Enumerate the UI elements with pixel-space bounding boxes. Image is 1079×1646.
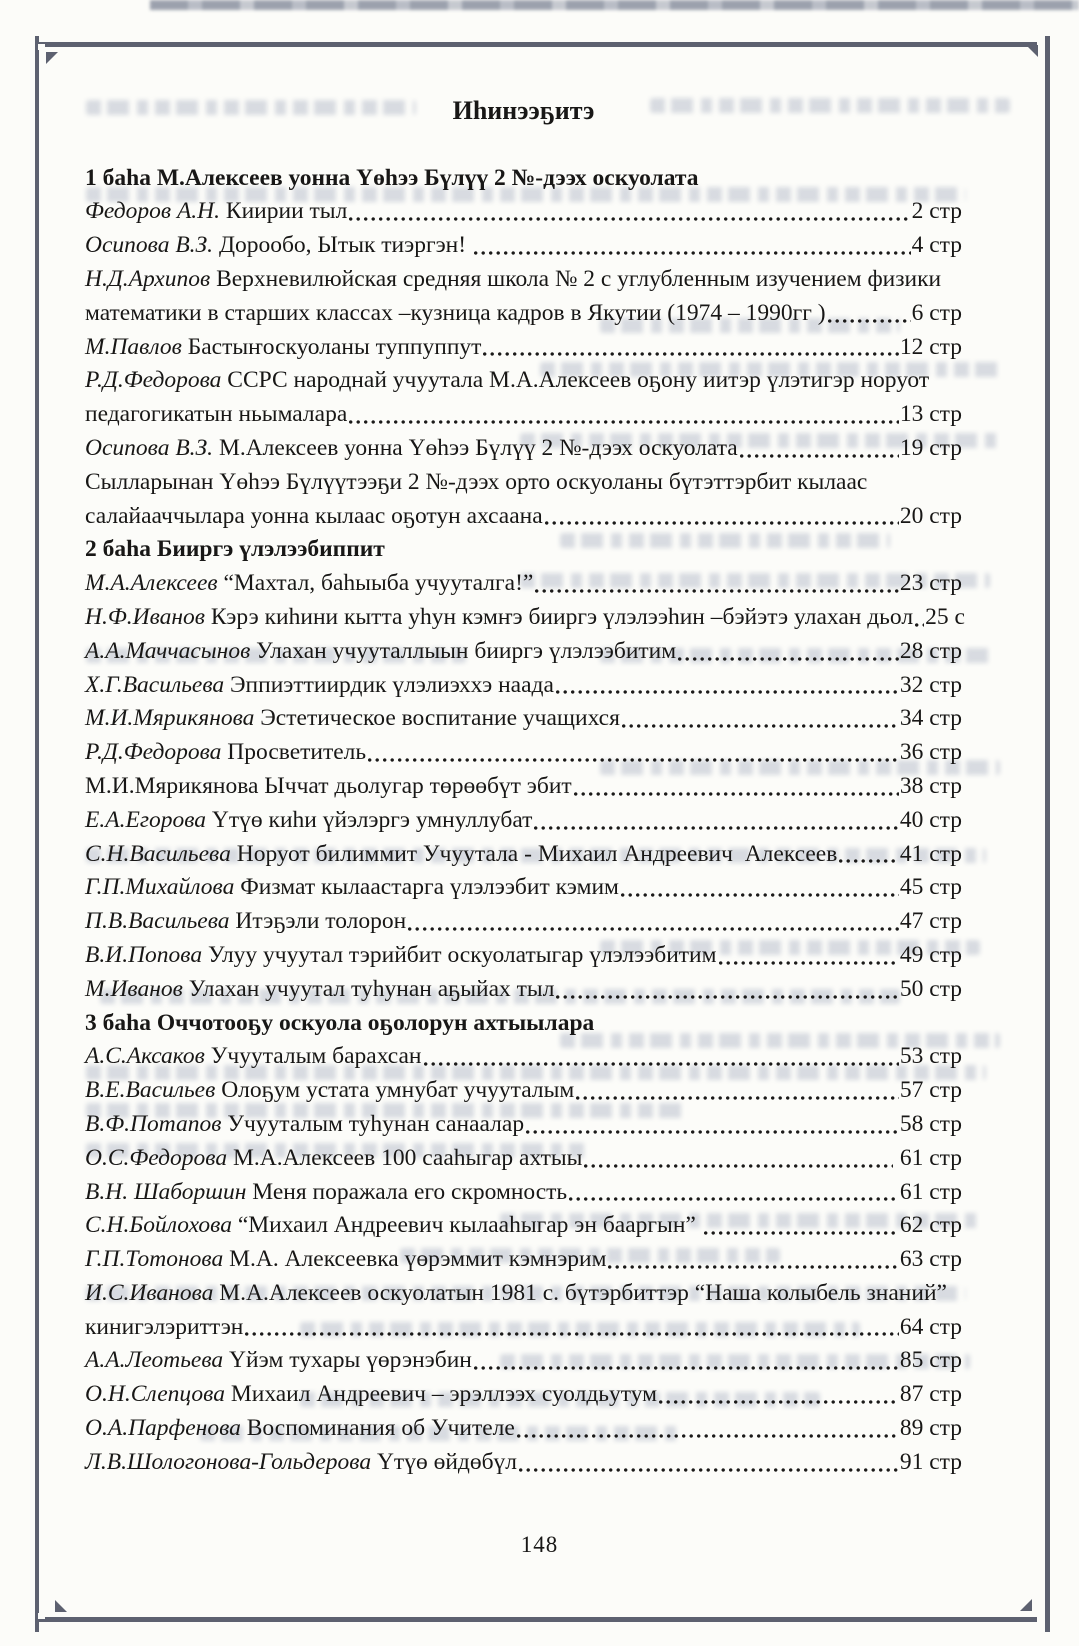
author-name: О.Н.Слепцова: [85, 1381, 225, 1408]
entry-title: Учууталым туһунан санаалар: [221, 1110, 525, 1137]
dot-leader: [517, 1446, 900, 1480]
frame-corner-gap: [38, 44, 45, 50]
page-ref: 61 стр: [899, 1178, 962, 1205]
section-heading-text: 1 баһа М.Алексеев уонна Үөһээ Бүлүү 2 №-дээх оскуолата: [85, 164, 699, 191]
toc-entry-line: [85, 1176, 962, 1210]
toc-entry-line: [85, 398, 962, 432]
dot-leader: [243, 1311, 900, 1345]
frame-corner-gap: [38, 1613, 45, 1619]
author-name: А.А.Маччасынов: [85, 637, 251, 664]
author-name: Федоров А.Н.: [85, 198, 221, 225]
toc-entry-line: [85, 905, 962, 939]
author-name: В.Е.Васильев: [85, 1077, 216, 1104]
dot-leader: [543, 500, 900, 534]
dot-leader: [913, 601, 925, 635]
frame-corner-mark-bottom-left: [55, 1600, 67, 1612]
dot-leader: [422, 1040, 900, 1074]
page-ref: 4 стр: [911, 232, 962, 259]
author-name: Г.П.Тотонова: [85, 1246, 224, 1273]
dot-leader: [738, 432, 900, 466]
page-ref: 38 стр: [899, 772, 962, 799]
entry-title: М.Алексеев уонна Үөһээ Бүлүү 2 №-дээх оскуолата: [213, 434, 738, 461]
toc-entry-line: [85, 669, 962, 703]
dot-leader: [582, 1142, 894, 1176]
page-ref: 40 стр: [899, 806, 962, 833]
dot-leader: [620, 702, 900, 736]
author-name: А.А.Леотьева: [85, 1347, 224, 1374]
dot-leader: [533, 567, 900, 601]
frame-border-top: [38, 42, 1037, 47]
entry-title: Үйэм тухары үөрэнэбин: [223, 1347, 472, 1374]
toc-entry-line: [85, 804, 962, 838]
entry-title: Ыччат дьолугар төрөөбүт эбит: [258, 772, 572, 799]
page-ref: 49 стр: [899, 941, 962, 968]
toc-section-heading: [85, 533, 962, 567]
toc-entry-line: [85, 1412, 962, 1446]
entry-title: Киирии тыл: [220, 198, 348, 225]
author-name: Л.В.Шологонова-Гольдерова: [85, 1448, 372, 1475]
entry-title: Үтүө киһи үйэлэргэ умнуллубат: [206, 806, 533, 833]
page-ref: 45 стр: [899, 874, 962, 901]
author-name: Н.Д.Архипов: [85, 265, 211, 292]
toc-entry-line: [85, 500, 962, 534]
toc-entry-line: [85, 195, 962, 229]
toc-section-heading: [85, 1007, 962, 1041]
dot-leader: [619, 871, 900, 905]
page-ref: 57 стр: [899, 1077, 962, 1104]
entry-title: Бастыҥоскуоланы туппуппут: [181, 333, 482, 360]
entry-title: “Махтал, баһыыба учууталга!”: [217, 570, 534, 597]
page-ref: 41 стр: [899, 840, 962, 867]
entry-title: Эппиэттиирдик үлэлиэххэ наада: [224, 671, 554, 698]
section-heading-text: 3 баһа Оччотооҕу оскуола оҕолорун ахтыылара: [85, 1009, 595, 1036]
page-ref: 53 стр: [899, 1043, 962, 1070]
toc-entry-line: [85, 838, 962, 872]
entry-title: М.А.Алексеев 100 сааһыгар ахтыы: [227, 1144, 583, 1171]
bleedthrough-top-band: [150, 0, 1079, 10]
entry-title: Сылларынан Үөһээ Бүлүүтээҕи 2 №-дээх орто оскуоланы бүтэттэрбит кылаас: [85, 468, 868, 495]
author-name: Х.Г.Васильева: [85, 671, 225, 698]
dot-leader: [347, 398, 900, 432]
toc-entry-line: [85, 1209, 962, 1243]
author-name: Е.А.Егорова: [85, 806, 207, 833]
author-name: Р.Д.Федорова: [85, 367, 222, 394]
entry-title: Олоҕум устата умнубат учууталым: [215, 1077, 575, 1104]
entry-title: Итэҕэли толорон: [229, 908, 407, 935]
author-name: С.Н.Бойлохова: [85, 1212, 232, 1239]
toc-entry-line: [85, 1243, 962, 1277]
entry-title: Кэрэ киһини кытта уһун кэмҥэ бииргэ үлэлээһин –бэйэтэ улахан дьол: [205, 603, 914, 630]
table-of-contents: [85, 94, 965, 1480]
page-ref: 63 стр: [899, 1246, 962, 1273]
page-ref: 32 стр: [899, 671, 962, 698]
dot-leader: [472, 1344, 900, 1378]
author-name: В.Ф.Потапов: [85, 1110, 222, 1137]
toc-entry-line: [85, 1378, 962, 1412]
frame-corner-gap: [1038, 1613, 1045, 1619]
dot-leader: [837, 838, 900, 872]
toc-entry-line: [85, 364, 962, 398]
dot-leader: [826, 297, 912, 331]
page-ref: 64 стр: [899, 1313, 962, 1340]
dot-leader: [606, 1243, 899, 1277]
author-name: И.С.Иванова: [85, 1279, 214, 1306]
dot-leader: [554, 973, 899, 1007]
author-name: В.Н. Шаборшин: [85, 1178, 247, 1205]
toc-entry-line: [85, 1074, 962, 1108]
page-ref: 58 стр: [899, 1110, 962, 1137]
page-ref: 2 стр: [911, 198, 962, 225]
entry-title: Просветитель: [221, 739, 367, 766]
author-name: В.И.Попова: [85, 941, 203, 968]
page-ref: 47 стр: [899, 908, 962, 935]
toc-entry-line: [85, 601, 965, 635]
toc-entry-line: [85, 1311, 962, 1345]
toc-section-heading: [85, 162, 962, 196]
author-name: Осипова В.З.: [85, 232, 214, 259]
dot-leader: [657, 1378, 900, 1412]
dot-leader: [515, 1412, 900, 1446]
author-name: А.С.Аксаков: [85, 1043, 205, 1070]
toc-entry-line: [85, 736, 962, 770]
dot-leader: [567, 1176, 900, 1210]
author-name: М.Иванов: [85, 975, 183, 1002]
toc-entry-line: [85, 770, 962, 804]
dot-leader: [406, 905, 900, 939]
dot-leader: [472, 229, 912, 263]
entry-title: Воспоминания об Учителе: [240, 1415, 515, 1442]
toc-entry-line: [85, 432, 962, 466]
toc-rows: [85, 162, 965, 1480]
author-name: Осипова В.З.: [85, 434, 214, 461]
toc-entry-line: [85, 1446, 962, 1480]
entry-title: Михаил Андреевич – эрэллээх суолдьутум: [224, 1381, 658, 1408]
entry-title: Учууталым барахсан: [204, 1043, 422, 1070]
toc-entry-line: [85, 229, 962, 263]
dot-leader: [702, 1209, 900, 1243]
page-ref: 61 стр: [894, 1144, 962, 1171]
page-ref: 91 стр: [899, 1448, 962, 1475]
entry-title: Улахан учуутал туһунан аҕыйах тыл: [182, 975, 555, 1002]
entry-title: кинигэлэриттэн: [85, 1313, 244, 1340]
page-ref: 25 с: [925, 603, 965, 630]
entry-title: Верхневилюйская средняя школа № 2 с углубленным изучением физики: [210, 265, 942, 292]
toc-entry-line: [85, 331, 962, 365]
entry-title: Улахан учууталлыын бииргэ үлэлээбитим: [250, 637, 677, 664]
entry-title: Дорообо, Ытык тиэргэн!: [213, 232, 472, 259]
entry-title: салайааччылара уонна кылаас оҕотун ахсаана: [85, 502, 543, 529]
frame-corner-gap: [1038, 44, 1045, 50]
author-name: С.Н.Васильева: [85, 840, 231, 867]
page-ref: 85 стр: [899, 1347, 962, 1374]
page-ref: 12 стр: [899, 333, 962, 360]
page-ref: 6 стр: [911, 299, 962, 326]
entry-title: Эстетическое воспитание учащихся: [254, 705, 620, 732]
entry-title: математики в старших классах –кузница кадров в Якутии (1974 – 1990гг ): [85, 299, 826, 326]
frame-corner-mark-top-left: [46, 52, 58, 64]
author-name: П.В.Васильева: [85, 908, 230, 935]
toc-entry-line: [85, 939, 962, 973]
author-name: Н.Ф.Иванов: [85, 603, 205, 630]
dot-leader: [717, 939, 900, 973]
page-ref: 23 стр: [899, 570, 962, 597]
dot-leader: [554, 669, 900, 703]
author-name: М.Павлов: [85, 333, 182, 360]
toc-entry-line: [85, 1344, 962, 1378]
page-ref: 13 стр: [899, 401, 962, 428]
entry-title: М.А.Алексеев оскуолатын 1981 с. бүтэрбиттэр “Наша колыбель знаний”: [213, 1279, 947, 1306]
author-name: О.А.Парфенова: [85, 1415, 241, 1442]
entry-title: М.А. Алексеевка үөрэммит кэмнэрим: [223, 1246, 607, 1273]
toc-entry-line: [85, 635, 962, 669]
entry-title: Үтүө өйдөбүл: [371, 1448, 518, 1475]
entry-title: Меня поражала его скромность: [246, 1178, 568, 1205]
frame-border-left: [35, 36, 39, 1632]
author-name: М.А.Алексеев: [85, 570, 218, 597]
toc-entry-line: [85, 1142, 962, 1176]
page-ref: 28 стр: [899, 637, 962, 664]
toc-entry-line: [85, 466, 962, 500]
author-name: О.С.Федорова: [85, 1144, 228, 1171]
toc-entry-line: [85, 973, 962, 1007]
author-name: Р.Д.Федорова: [85, 739, 222, 766]
page-ref: 19 стр: [899, 434, 962, 461]
frame-corner-mark-bottom-right: [1020, 1599, 1032, 1611]
toc-entry-line: [85, 263, 962, 297]
author-name: М.И.Мярикянова: [85, 772, 259, 799]
page-ref: 89 стр: [899, 1415, 962, 1442]
toc-entry-line: [85, 567, 962, 601]
frame-border-right: [1045, 36, 1050, 1632]
section-heading-text: 2 баһа Бииргэ үлэлээбиппит: [85, 536, 385, 563]
dot-leader: [572, 770, 900, 804]
toc-entry-line: [85, 702, 962, 736]
page-title: Иһинээҕитэ: [452, 96, 595, 125]
page-ref: 50 стр: [899, 975, 962, 1002]
entry-title: педагогикатын ньымалара: [85, 401, 348, 428]
author-name: Г.П.Михайлова: [85, 874, 235, 901]
entry-title: Улуу учуутал тэрийбит оскуолатыгар үлэлээбитим: [202, 941, 717, 968]
author-name: М.И.Мярикянова: [85, 705, 255, 732]
toc-entry-line: [85, 871, 962, 905]
page-ref: 20 стр: [899, 502, 962, 529]
dot-leader: [481, 331, 899, 365]
dot-leader: [574, 1074, 900, 1108]
page-number: 148: [520, 1532, 559, 1557]
dot-leader: [347, 195, 911, 229]
toc-entry-line: [85, 297, 962, 331]
page-ref: 34 стр: [899, 705, 962, 732]
page-ref: 36 стр: [899, 739, 962, 766]
dot-leader: [532, 804, 899, 838]
entry-title: ССРС народнай учуутала М.А.Алексеев оҕону иитэр үлэтигэр норуот: [221, 367, 930, 394]
toc-entry-line: [85, 1277, 962, 1311]
page-ref: 62 стр: [899, 1212, 962, 1239]
dot-leader: [366, 736, 900, 770]
frame-border-bottom: [38, 1617, 1037, 1622]
page-ref: 87 стр: [899, 1381, 962, 1408]
entry-title: Физмат кылаастарга үлэлээбит кэмим: [234, 874, 619, 901]
frame-corner-mark-top-right: [1026, 45, 1038, 57]
toc-entry-line: [85, 1108, 962, 1142]
toc-entry-line: [85, 1040, 962, 1074]
entry-title: Норуот билиммит Учуутала - Михаил Андреевич Алексеев: [230, 840, 838, 867]
entry-title: “Михаил Андреевич кылааһыгар эн бааргын”: [231, 1212, 702, 1239]
dot-leader: [524, 1108, 900, 1142]
dot-leader: [676, 635, 900, 669]
